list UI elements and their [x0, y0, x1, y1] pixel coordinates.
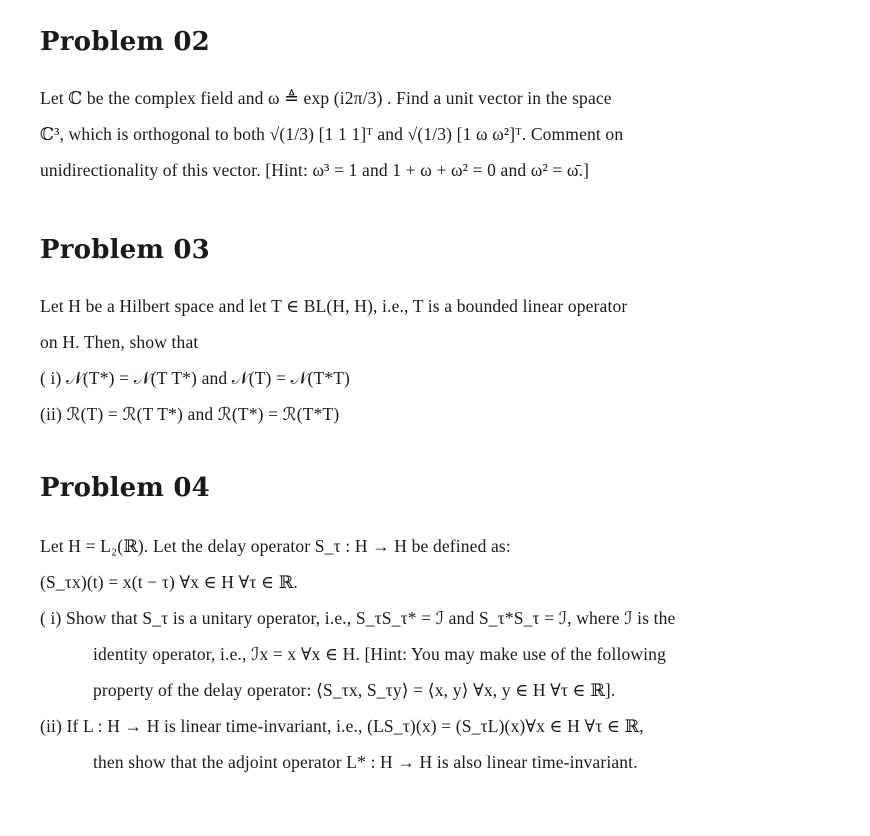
problem-03-title: Problem 03 [40, 235, 210, 265]
problem-02-line-2: ℂ³, which is orthogonal to both √(1/3) [1 1 1]ᵀ and √(1/3) [1 ω ω²]ᵀ. Comment on [40, 124, 624, 144]
problem-02-line-3: unidirectionality of this vector. [Hint: ω³ = 1 and 1 + ω + ω² = 0 and ω² = ω̄.] [40, 160, 590, 180]
problem-02 [40, 22, 830, 188]
problem-04-item-ii-cont-1: then show that the adjoint operator L* : H → H is also linear time-invariant. [93, 752, 638, 772]
section-spacer [40, 432, 830, 468]
problem-03-item-i: ( i) 𝒩(T*) = 𝒩(T T*) and 𝒩(T) = 𝒩(T*T) [40, 368, 351, 388]
problem-02-title: Problem 02 [40, 27, 210, 57]
document-page [40, 22, 830, 780]
problem-04-statement [40, 528, 830, 780]
problem-02-statement [40, 80, 830, 188]
problem-03-line-2: on H. Then, show that [40, 332, 199, 352]
problem-04-title: Problem 04 [40, 473, 210, 503]
problem-03-statement [40, 288, 830, 432]
section-spacer [40, 188, 830, 230]
problem-03-line-1: Let H be a Hilbert space and let T ∈ BL(H, H), i.e., T is a bounded linear operator [40, 296, 628, 316]
problem-04-line-1: Let H = L₂(ℝ). Let the delay operator S_τ : H → H be defined as: [40, 536, 511, 556]
problem-04 [40, 468, 830, 780]
problem-04-item-i-first: ( i) Show that S_τ is a unitary operator, i.e., S_τS_τ* = ℐ and S_τ*S_τ = ℐ, where ℐ is the [40, 608, 676, 628]
problem-02-line-1: Let ℂ be the complex field and ω ≜ exp (i2π/3) . Find a unit vector in the space [40, 88, 612, 108]
problem-04-item-ii-first: (ii) If L : H → H is linear time-invariant, i.e., (LS_τ)(x) = (S_τL)(x)∀x ∈ H ∀τ ∈ ℝ, [40, 716, 644, 736]
problem-03-item-ii: (ii) ℛ(T) = ℛ(T T*) and ℛ(T*) = ℛ(T*T) [40, 404, 340, 424]
problem-04-item-i-cont-2: property of the delay operator: ⟨S_τx, S_τy⟩ = ⟨x, y⟩ ∀x, y ∈ H ∀τ ∈ ℝ]. [93, 680, 616, 700]
problem-04-item-i-cont-1: identity operator, i.e., ℐx = x ∀x ∈ H. [Hint: You may make use of the following [93, 644, 666, 664]
problem-04-line-2: (S_τx)(t) = x(t − τ) ∀x ∈ H ∀τ ∈ ℝ. [40, 572, 298, 592]
problem-03 [40, 230, 830, 432]
